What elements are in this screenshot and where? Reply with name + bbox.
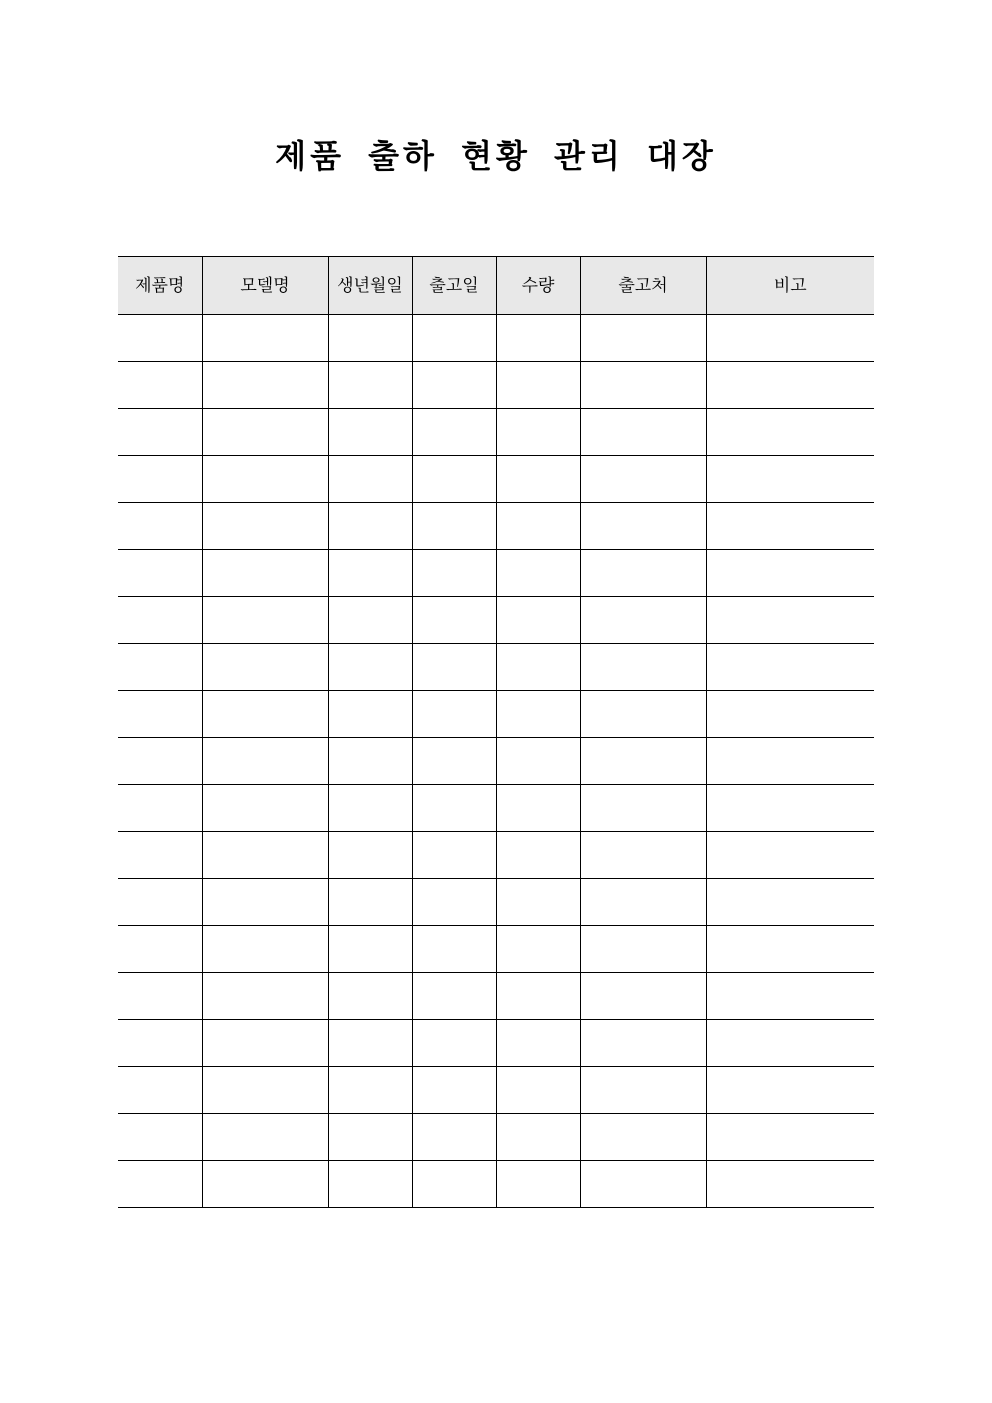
- cell-product-name[interactable]: [118, 644, 202, 691]
- table-row: [118, 644, 874, 691]
- cell-remarks[interactable]: [706, 1114, 874, 1161]
- header-product-name: 제품명: [118, 257, 202, 315]
- table-row: [118, 315, 874, 362]
- cell-date[interactable]: [328, 738, 412, 785]
- cell-ship-date[interactable]: [412, 832, 496, 879]
- cell-quantity[interactable]: [496, 973, 580, 1020]
- cell-model-name[interactable]: [202, 1020, 328, 1067]
- cell-product-name[interactable]: [118, 1020, 202, 1067]
- cell-product-name[interactable]: [118, 691, 202, 738]
- header-quantity: 수량: [496, 257, 580, 315]
- cell-product-name[interactable]: [118, 1067, 202, 1114]
- cell-date[interactable]: [328, 1161, 412, 1208]
- cell-remarks[interactable]: [706, 597, 874, 644]
- cell-ship-date[interactable]: [412, 1161, 496, 1208]
- cell-ship-date[interactable]: [412, 1114, 496, 1161]
- cell-ship-date[interactable]: [412, 644, 496, 691]
- table-row: [118, 597, 874, 644]
- table-row: [118, 456, 874, 503]
- cell-quantity[interactable]: [496, 691, 580, 738]
- cell-destination[interactable]: [580, 785, 706, 832]
- cell-ship-date[interactable]: [412, 879, 496, 926]
- table-row: [118, 409, 874, 456]
- cell-date[interactable]: [328, 597, 412, 644]
- cell-quantity[interactable]: [496, 597, 580, 644]
- cell-quantity[interactable]: [496, 315, 580, 362]
- cell-destination[interactable]: [580, 879, 706, 926]
- cell-model-name[interactable]: [202, 550, 328, 597]
- page-title: 제품 출하 현황 관리 대장: [275, 137, 717, 175]
- cell-model-name[interactable]: [202, 879, 328, 926]
- header-ship-date: 출고일: [412, 257, 496, 315]
- cell-product-name[interactable]: [118, 738, 202, 785]
- cell-quantity[interactable]: [496, 926, 580, 973]
- table-row: [118, 362, 874, 409]
- cell-remarks[interactable]: [706, 456, 874, 503]
- cell-ship-date[interactable]: [412, 550, 496, 597]
- shipment-ledger-table: [118, 256, 874, 1208]
- cell-date[interactable]: [328, 1067, 412, 1114]
- cell-remarks[interactable]: [706, 738, 874, 785]
- table-row: [118, 1161, 874, 1208]
- cell-remarks[interactable]: [706, 879, 874, 926]
- cell-product-name[interactable]: [118, 1114, 202, 1161]
- cell-remarks[interactable]: [706, 503, 874, 550]
- cell-destination[interactable]: [580, 691, 706, 738]
- table-row: [118, 973, 874, 1020]
- cell-ship-date[interactable]: [412, 503, 496, 550]
- table-row: [118, 550, 874, 597]
- cell-product-name[interactable]: [118, 409, 202, 456]
- cell-model-name[interactable]: [202, 832, 328, 879]
- cell-product-name[interactable]: [118, 879, 202, 926]
- cell-product-name[interactable]: [118, 362, 202, 409]
- cell-model-name[interactable]: [202, 597, 328, 644]
- cell-model-name[interactable]: [202, 1114, 328, 1161]
- cell-destination[interactable]: [580, 644, 706, 691]
- cell-quantity[interactable]: [496, 644, 580, 691]
- cell-model-name[interactable]: [202, 926, 328, 973]
- cell-remarks[interactable]: [706, 1020, 874, 1067]
- cell-destination[interactable]: [580, 973, 706, 1020]
- cell-model-name[interactable]: [202, 785, 328, 832]
- table-row: [118, 503, 874, 550]
- cell-date[interactable]: [328, 879, 412, 926]
- table-row: [118, 691, 874, 738]
- cell-remarks[interactable]: [706, 362, 874, 409]
- table-row: [118, 738, 874, 785]
- cell-model-name[interactable]: [202, 691, 328, 738]
- cell-quantity[interactable]: [496, 1067, 580, 1114]
- cell-date[interactable]: [328, 409, 412, 456]
- cell-ship-date[interactable]: [412, 597, 496, 644]
- cell-date[interactable]: [328, 1114, 412, 1161]
- cell-ship-date[interactable]: [412, 456, 496, 503]
- table-row: [118, 1114, 874, 1161]
- header-destination: 출고처: [580, 257, 706, 315]
- cell-model-name[interactable]: [202, 456, 328, 503]
- cell-remarks[interactable]: [706, 973, 874, 1020]
- cell-quantity[interactable]: [496, 879, 580, 926]
- cell-model-name[interactable]: [202, 644, 328, 691]
- cell-ship-date[interactable]: [412, 738, 496, 785]
- cell-ship-date[interactable]: [412, 785, 496, 832]
- cell-date[interactable]: [328, 456, 412, 503]
- cell-remarks[interactable]: [706, 550, 874, 597]
- cell-destination[interactable]: [580, 315, 706, 362]
- cell-destination[interactable]: [580, 1067, 706, 1114]
- cell-remarks[interactable]: [706, 832, 874, 879]
- cell-ship-date[interactable]: [412, 691, 496, 738]
- cell-destination[interactable]: [580, 1161, 706, 1208]
- header-date: 생년월일: [328, 257, 412, 315]
- cell-destination[interactable]: [580, 1020, 706, 1067]
- cell-model-name[interactable]: [202, 362, 328, 409]
- cell-product-name[interactable]: [118, 832, 202, 879]
- cell-destination[interactable]: [580, 362, 706, 409]
- table-row: [118, 879, 874, 926]
- table-header-row: [118, 257, 874, 315]
- cell-model-name[interactable]: [202, 1161, 328, 1208]
- cell-quantity[interactable]: [496, 832, 580, 879]
- cell-remarks[interactable]: [706, 785, 874, 832]
- table-row: [118, 1020, 874, 1067]
- cell-model-name[interactable]: [202, 409, 328, 456]
- cell-remarks[interactable]: [706, 1067, 874, 1114]
- cell-date[interactable]: [328, 926, 412, 973]
- cell-model-name[interactable]: [202, 503, 328, 550]
- cell-product-name[interactable]: [118, 1161, 202, 1208]
- cell-date[interactable]: [328, 362, 412, 409]
- cell-quantity[interactable]: [496, 550, 580, 597]
- cell-remarks[interactable]: [706, 926, 874, 973]
- cell-ship-date[interactable]: [412, 362, 496, 409]
- cell-date[interactable]: [328, 503, 412, 550]
- cell-ship-date[interactable]: [412, 315, 496, 362]
- cell-destination[interactable]: [580, 832, 706, 879]
- cell-product-name[interactable]: [118, 550, 202, 597]
- cell-product-name[interactable]: [118, 973, 202, 1020]
- cell-destination[interactable]: [580, 409, 706, 456]
- cell-ship-date[interactable]: [412, 1067, 496, 1114]
- cell-quantity[interactable]: [496, 1161, 580, 1208]
- cell-ship-date[interactable]: [412, 973, 496, 1020]
- cell-quantity[interactable]: [496, 1114, 580, 1161]
- cell-date[interactable]: [328, 1020, 412, 1067]
- header-remarks: 비고: [706, 257, 874, 315]
- cell-ship-date[interactable]: [412, 1020, 496, 1067]
- cell-model-name[interactable]: [202, 738, 328, 785]
- cell-remarks[interactable]: [706, 1161, 874, 1208]
- cell-product-name[interactable]: [118, 597, 202, 644]
- table-row: [118, 926, 874, 973]
- cell-destination[interactable]: [580, 926, 706, 973]
- table-body: [118, 315, 874, 1208]
- header-model-name: 모델명: [202, 257, 328, 315]
- cell-date[interactable]: [328, 691, 412, 738]
- cell-product-name[interactable]: [118, 456, 202, 503]
- cell-ship-date[interactable]: [412, 409, 496, 456]
- cell-date[interactable]: [328, 973, 412, 1020]
- cell-quantity[interactable]: [496, 456, 580, 503]
- cell-date[interactable]: [328, 832, 412, 879]
- cell-quantity[interactable]: [496, 738, 580, 785]
- cell-destination[interactable]: [580, 456, 706, 503]
- table-row: [118, 785, 874, 832]
- cell-ship-date[interactable]: [412, 926, 496, 973]
- cell-destination[interactable]: [580, 597, 706, 644]
- cell-product-name[interactable]: [118, 503, 202, 550]
- table-row: [118, 832, 874, 879]
- cell-date[interactable]: [328, 644, 412, 691]
- cell-quantity[interactable]: [496, 409, 580, 456]
- cell-destination[interactable]: [580, 1114, 706, 1161]
- cell-quantity[interactable]: [496, 362, 580, 409]
- cell-remarks[interactable]: [706, 315, 874, 362]
- cell-destination[interactable]: [580, 738, 706, 785]
- cell-product-name[interactable]: [118, 315, 202, 362]
- cell-quantity[interactable]: [496, 503, 580, 550]
- cell-destination[interactable]: [580, 550, 706, 597]
- cell-date[interactable]: [328, 785, 412, 832]
- cell-product-name[interactable]: [118, 785, 202, 832]
- cell-product-name[interactable]: [118, 926, 202, 973]
- cell-model-name[interactable]: [202, 315, 328, 362]
- cell-remarks[interactable]: [706, 691, 874, 738]
- cell-date[interactable]: [328, 550, 412, 597]
- table-row: [118, 1067, 874, 1114]
- cell-model-name[interactable]: [202, 1067, 328, 1114]
- cell-remarks[interactable]: [706, 409, 874, 456]
- cell-date[interactable]: [328, 315, 412, 362]
- cell-quantity[interactable]: [496, 785, 580, 832]
- cell-quantity[interactable]: [496, 1020, 580, 1067]
- cell-remarks[interactable]: [706, 644, 874, 691]
- cell-model-name[interactable]: [202, 973, 328, 1020]
- cell-destination[interactable]: [580, 503, 706, 550]
